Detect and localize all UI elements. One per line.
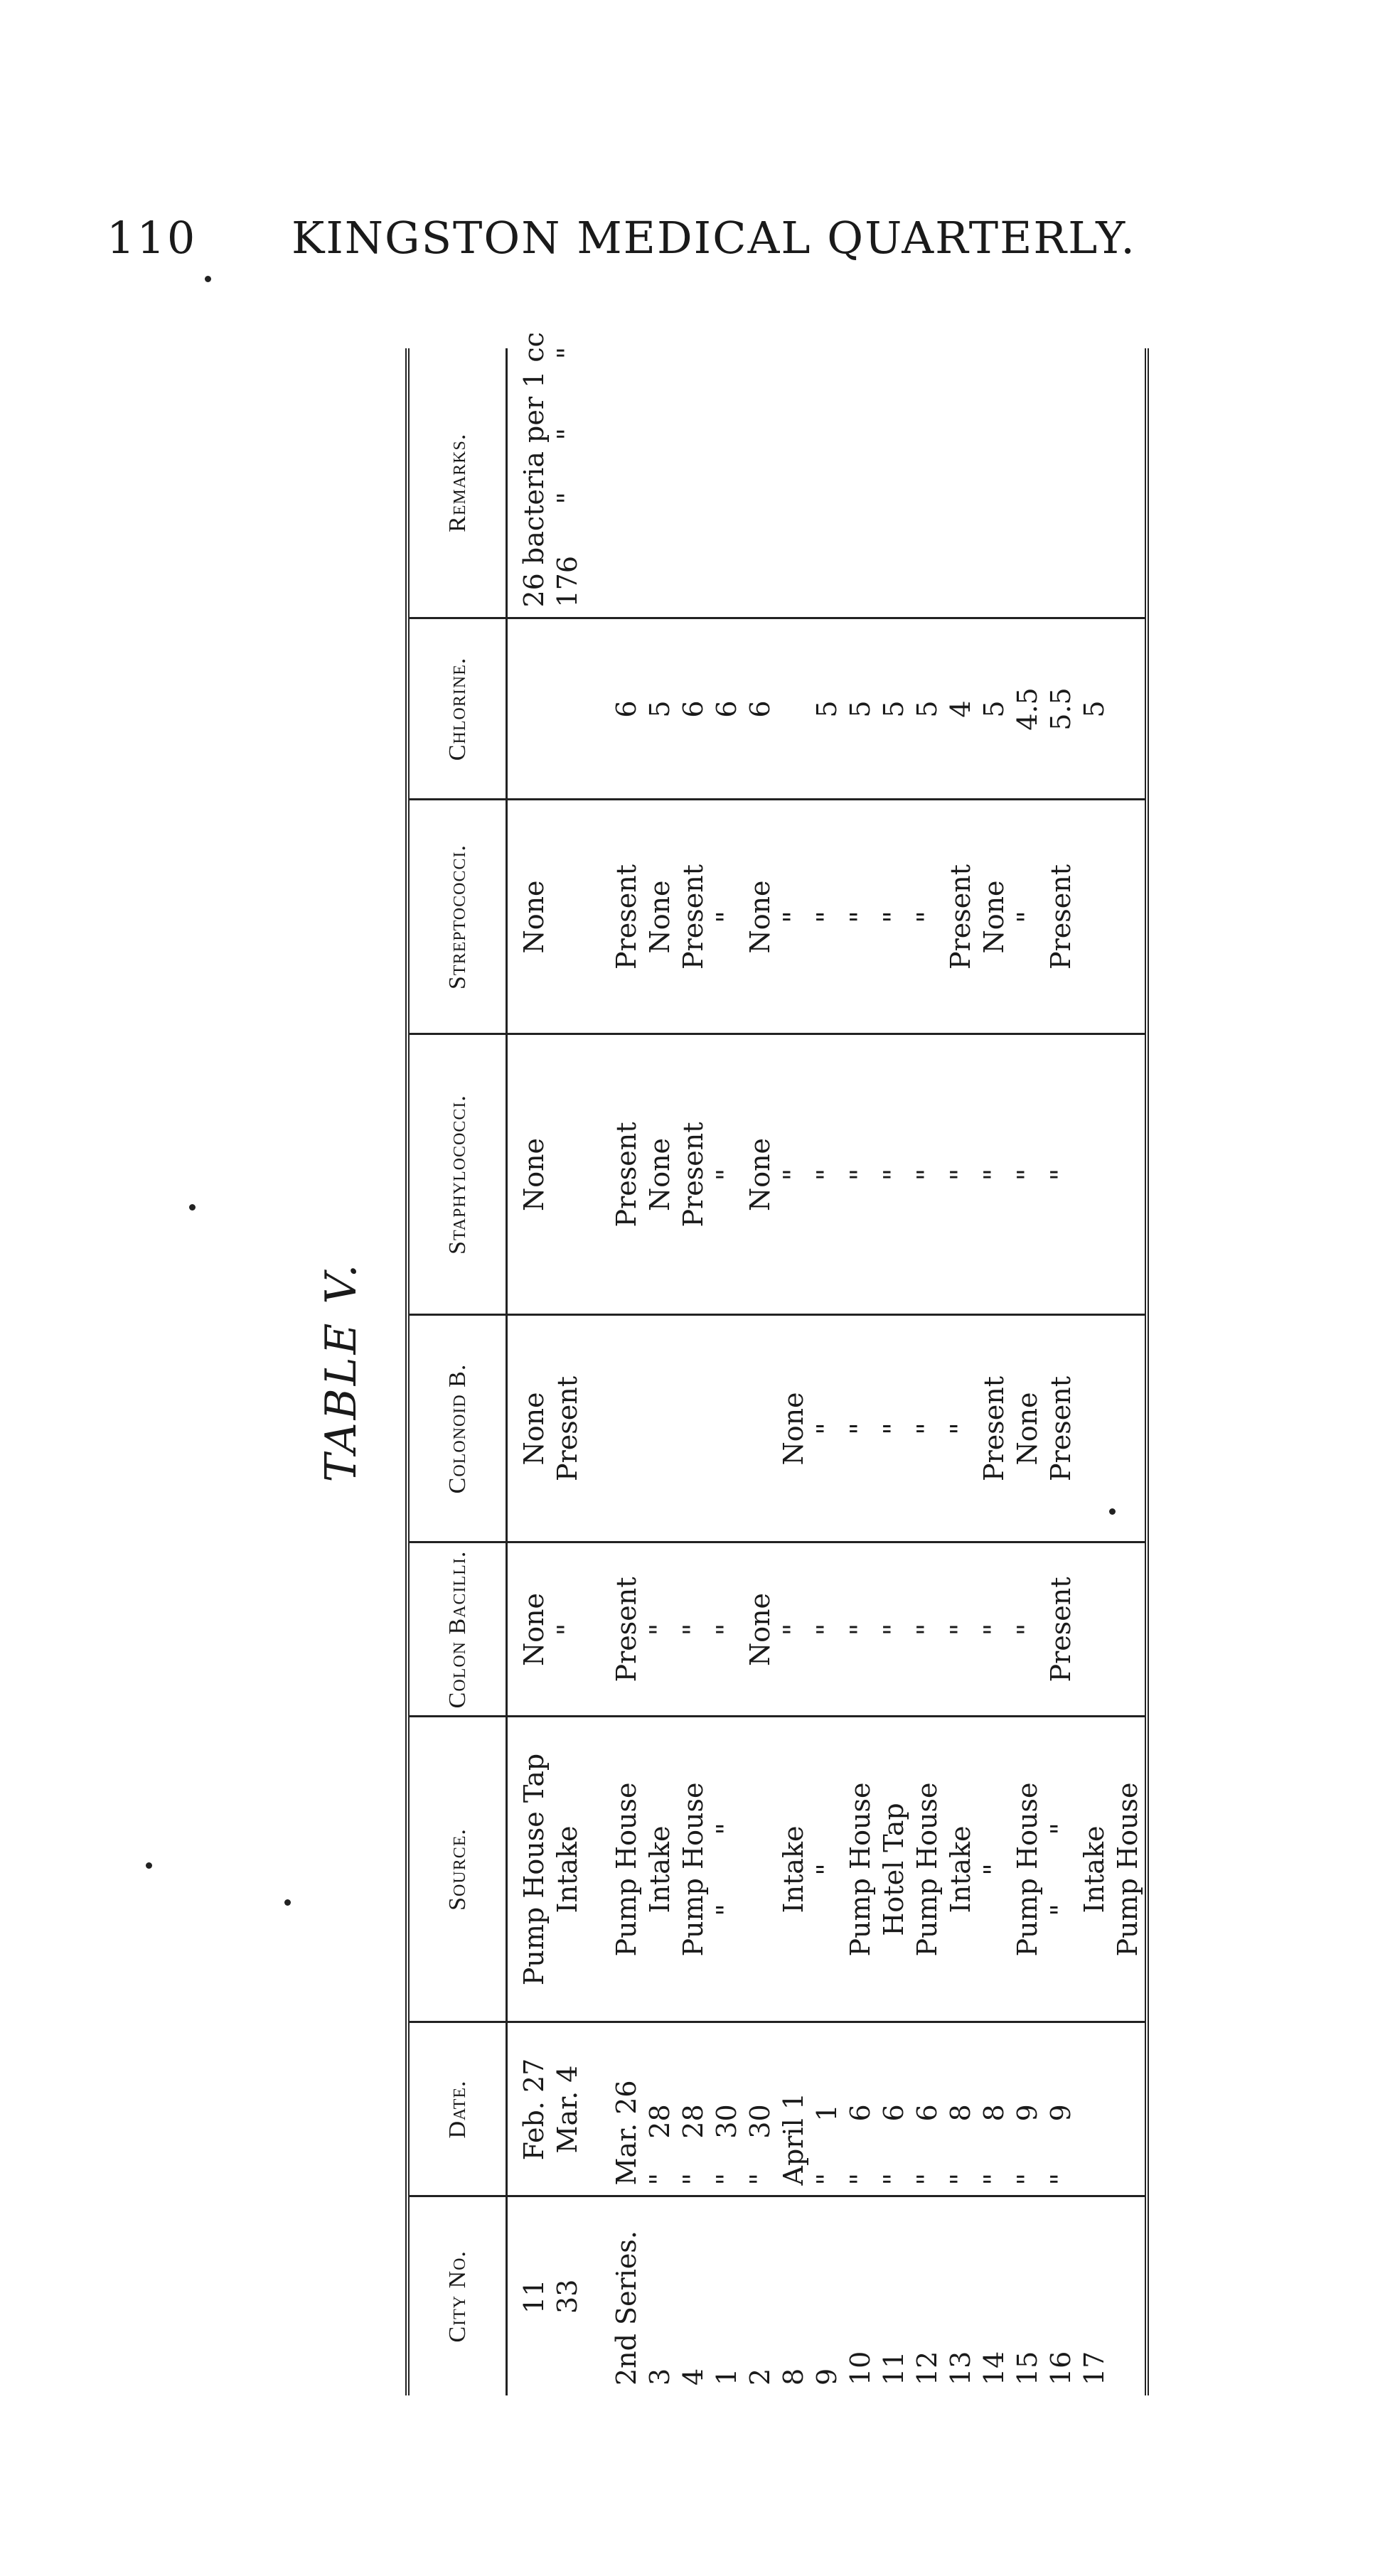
cell-remarks: 26 bacteria per 1 cc 176 " " " — [518, 332, 583, 608]
water-analysis-table — [405, 332, 1149, 2395]
cell-staphylococci: Present None Present " None " " " " " " " " " — [600, 1034, 1147, 1315]
cell-chlorine: 6 5 6 6 6 5 5 5 5 4 5 4.5 5.5 5 — [600, 618, 1147, 800]
cell-colonoid-b: None " " " " " Present None Present — [600, 1315, 1147, 1542]
col-header-staphylococci: Staphylococci. — [407, 1034, 507, 1315]
cell-colon-bacilli: None " — [507, 1542, 585, 1717]
cell-city-no: 11 33 — [507, 2196, 585, 2395]
second-series-row — [600, 348, 1147, 2395]
table-title: TABLE V. — [316, 1261, 366, 1483]
stray-dot-4 — [146, 1862, 152, 1869]
col-header-remarks: Remarks. — [407, 348, 507, 618]
cell-source: Pump House Intake Pump House " " Intake " Pump House Hotel Tap Pump House Intake " Pump House " " Intake Pump House — [600, 1717, 1147, 2022]
cell-streptococci: None — [507, 800, 585, 1034]
first-series-row — [507, 348, 585, 2395]
col-header-chlorine: Chlorine. — [407, 618, 507, 800]
cell-date: Mar. 26 " 28 " 28 " 30 " 30 April 1 " 1 " 6 " 6 " 6 " 8 " 8 " 9 " 9 — [600, 2022, 1147, 2196]
stray-dot-2 — [189, 1204, 196, 1211]
cell-city-no: 2nd Series. 3 4 1 2 8 9 10 11 12 13 14 15 16 17 — [600, 2196, 1147, 2395]
rotated-table-block — [299, 332, 1379, 2395]
col-header-city-no: City No. — [407, 2196, 507, 2395]
col-header-date: Date. — [407, 2022, 507, 2196]
stray-dot-5 — [284, 1899, 291, 1906]
cell-colonoid-b: None Present — [507, 1315, 585, 1542]
cell-date: Feb. 27 Mar. 4 — [507, 2022, 585, 2196]
running-head: KINGSTON MEDICAL QUARTERLY. — [292, 212, 1136, 264]
page-number: 110 — [107, 212, 198, 264]
col-header-source: Source. — [407, 1717, 507, 2022]
header-row — [407, 348, 507, 2395]
stray-dot-1 — [205, 276, 211, 282]
col-header-streptococci: Streptococci. — [407, 800, 507, 1034]
col-header-colon-bacilli: Colon Bacilli. — [407, 1542, 507, 1717]
cell-remarks — [600, 348, 1147, 618]
col-header-colonoid-b: Colonoid B. — [407, 1315, 507, 1542]
cell-colon-bacilli: Present " " " None " " " " " " " " Present — [600, 1542, 1147, 1717]
cell-streptococci: Present None Present " None " " " " " Present None " Present — [600, 800, 1147, 1034]
cell-staphylococci: None — [507, 1034, 585, 1315]
cell-chlorine — [507, 618, 585, 800]
cell-source: Pump House Tap Intake — [507, 1717, 585, 2022]
series-gap — [584, 348, 600, 2395]
